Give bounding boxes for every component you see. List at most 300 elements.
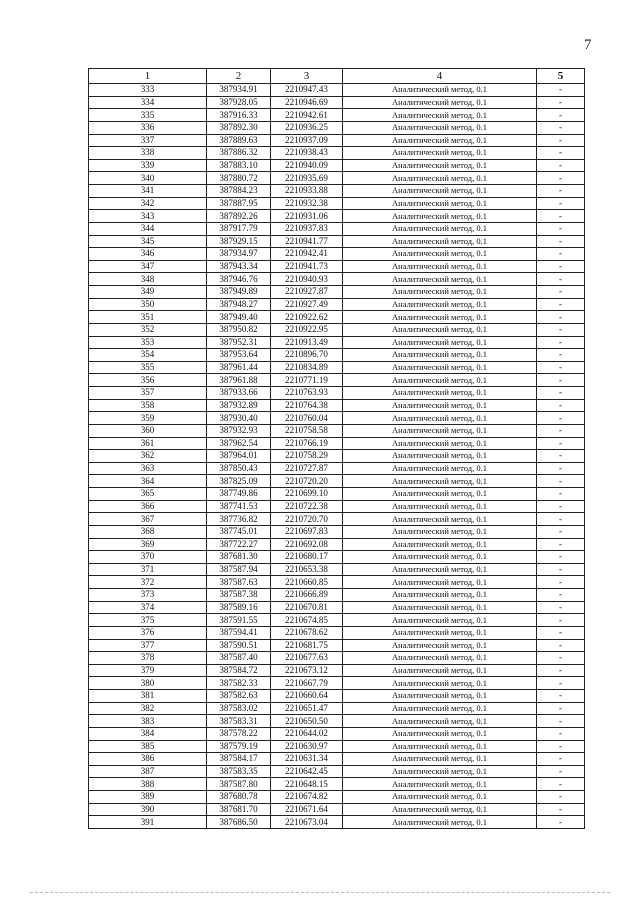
cell-method: Аналитический метод, 0.1 (343, 778, 537, 791)
cell-description: - (537, 475, 585, 488)
cell-method: Аналитический метод, 0.1 (343, 121, 537, 134)
cell-description: - (537, 589, 585, 602)
cell-point: 388 (89, 778, 207, 791)
cell-method: Аналитический метод, 0.1 (343, 803, 537, 816)
cell-method: Аналитический метод, 0.1 (343, 311, 537, 324)
cell-method: Аналитический метод, 0.1 (343, 513, 537, 526)
cell-method: Аналитический метод, 0.1 (343, 791, 537, 804)
cell-point: 370 (89, 551, 207, 564)
cell-description: - (537, 222, 585, 235)
cell-x: 387934.91 (207, 84, 271, 97)
cell-method: Аналитический метод, 0.1 (343, 715, 537, 728)
table-row (89, 677, 585, 690)
cell-x: 387953.64 (207, 349, 271, 362)
cell-y: 2210678.62 (271, 626, 343, 639)
cell-y: 2210932.38 (271, 197, 343, 210)
cell-point: 376 (89, 626, 207, 639)
cell-point: 334 (89, 96, 207, 109)
cell-method: Аналитический метод, 0.1 (343, 677, 537, 690)
cell-description: - (537, 121, 585, 134)
cell-y: 2210942.61 (271, 109, 343, 122)
table-row (89, 412, 585, 425)
cell-method: Аналитический метод, 0.1 (343, 109, 537, 122)
cell-point: 341 (89, 185, 207, 198)
cell-description: - (537, 677, 585, 690)
cell-x: 387916.33 (207, 109, 271, 122)
table-row (89, 525, 585, 538)
cell-method: Аналитический метод, 0.1 (343, 664, 537, 677)
cell-description: - (537, 727, 585, 740)
cell-method: Аналитический метод, 0.1 (343, 727, 537, 740)
cell-point: 363 (89, 462, 207, 475)
table-row (89, 563, 585, 576)
cell-method: Аналитический метод, 0.1 (343, 387, 537, 400)
cell-y: 2210946.69 (271, 96, 343, 109)
cell-method: Аналитический метод, 0.1 (343, 525, 537, 538)
cell-y: 2210677.63 (271, 652, 343, 665)
cell-description: - (537, 260, 585, 273)
cell-description: - (537, 298, 585, 311)
table-row (89, 803, 585, 816)
cell-point: 365 (89, 488, 207, 501)
cell-description: - (537, 323, 585, 336)
cell-description: - (537, 513, 585, 526)
cell-x: 387583.02 (207, 702, 271, 715)
cell-description: - (537, 311, 585, 324)
cell-y: 2210648.15 (271, 778, 343, 791)
table-header-row (89, 69, 585, 84)
table-row (89, 197, 585, 210)
cell-x: 387681.30 (207, 551, 271, 564)
cell-y: 2210941.77 (271, 235, 343, 248)
cell-point: 335 (89, 109, 207, 122)
cell-x: 387961.88 (207, 374, 271, 387)
cell-description: - (537, 702, 585, 715)
cell-method: Аналитический метод, 0.1 (343, 816, 537, 829)
cell-description: - (537, 172, 585, 185)
cell-x: 387930.40 (207, 412, 271, 425)
table-body (89, 84, 585, 829)
table-row (89, 134, 585, 147)
cell-method: Аналитический метод, 0.1 (343, 614, 537, 627)
cell-y: 2210674.85 (271, 614, 343, 627)
footer-rule (30, 892, 610, 893)
table-row (89, 576, 585, 589)
cell-point: 357 (89, 387, 207, 400)
cell-method: Аналитический метод, 0.1 (343, 538, 537, 551)
cell-x: 387583.35 (207, 765, 271, 778)
table-row (89, 690, 585, 703)
table-row (89, 298, 585, 311)
cell-y: 2210681.75 (271, 639, 343, 652)
cell-x: 387949.89 (207, 286, 271, 299)
cell-x: 387749.86 (207, 488, 271, 501)
cell-y: 2210720.20 (271, 475, 343, 488)
cell-point: 381 (89, 690, 207, 703)
cell-x: 387948.27 (207, 298, 271, 311)
cell-x: 387722.27 (207, 538, 271, 551)
cell-y: 2210913.49 (271, 336, 343, 349)
cell-x: 387736.82 (207, 513, 271, 526)
cell-point: 342 (89, 197, 207, 210)
cell-description: - (537, 778, 585, 791)
cell-description: - (537, 286, 585, 299)
cell-method: Аналитический метод, 0.1 (343, 134, 537, 147)
cell-x: 387587.80 (207, 778, 271, 791)
cell-y: 2210660.85 (271, 576, 343, 589)
cell-method: Аналитический метод, 0.1 (343, 740, 537, 753)
cell-description: - (537, 424, 585, 437)
cell-point: 367 (89, 513, 207, 526)
table-row (89, 753, 585, 766)
cell-description: - (537, 185, 585, 198)
cell-y: 2210758.29 (271, 450, 343, 463)
cell-y: 2210940.93 (271, 273, 343, 286)
cell-y: 2210642.45 (271, 765, 343, 778)
table-row (89, 538, 585, 551)
cell-method: Аналитический метод, 0.1 (343, 626, 537, 639)
cell-point: 333 (89, 84, 207, 97)
cell-point: 354 (89, 349, 207, 362)
table-row (89, 84, 585, 97)
cell-method: Аналитический метод, 0.1 (343, 753, 537, 766)
cell-point: 369 (89, 538, 207, 551)
table-row (89, 702, 585, 715)
cell-point: 386 (89, 753, 207, 766)
cell-x: 387741.53 (207, 500, 271, 513)
cell-point: 355 (89, 361, 207, 374)
table-row (89, 450, 585, 463)
cell-point: 366 (89, 500, 207, 513)
cell-description: - (537, 235, 585, 248)
cell-method: Аналитический метод, 0.1 (343, 84, 537, 97)
table-row (89, 652, 585, 665)
table-row (89, 462, 585, 475)
table-row (89, 147, 585, 160)
cell-description: - (537, 614, 585, 627)
cell-y: 2210937.09 (271, 134, 343, 147)
table-row (89, 791, 585, 804)
cell-y: 2210699.10 (271, 488, 343, 501)
cell-x: 387587.94 (207, 563, 271, 576)
table-row (89, 513, 585, 526)
cell-point: 345 (89, 235, 207, 248)
cell-description: - (537, 488, 585, 501)
cell-description: - (537, 412, 585, 425)
page-number: 7 (584, 37, 592, 53)
cell-point: 368 (89, 525, 207, 538)
cell-point: 339 (89, 159, 207, 172)
cell-description: - (537, 652, 585, 665)
cell-y: 2210922.95 (271, 323, 343, 336)
cell-y: 2210935.69 (271, 172, 343, 185)
table-row (89, 210, 585, 223)
cell-method: Аналитический метод, 0.1 (343, 412, 537, 425)
cell-y: 2210630.97 (271, 740, 343, 753)
cell-point: 337 (89, 134, 207, 147)
cell-method: Аналитический метод, 0.1 (343, 349, 537, 362)
cell-description: - (537, 159, 585, 172)
cell-method: Аналитический метод, 0.1 (343, 197, 537, 210)
cell-description: - (537, 639, 585, 652)
cell-point: 372 (89, 576, 207, 589)
table-row (89, 399, 585, 412)
cell-method: Аналитический метод, 0.1 (343, 424, 537, 437)
cell-y: 2210896.70 (271, 349, 343, 362)
cell-method: Аналитический метод, 0.1 (343, 652, 537, 665)
cell-method: Аналитический метод, 0.1 (343, 601, 537, 614)
cell-point: 373 (89, 589, 207, 602)
cell-method: Аналитический метод, 0.1 (343, 639, 537, 652)
cell-description: - (537, 626, 585, 639)
cell-description: - (537, 399, 585, 412)
table-row (89, 172, 585, 185)
cell-x: 387952.31 (207, 336, 271, 349)
cell-x: 387880.72 (207, 172, 271, 185)
cell-point: 391 (89, 816, 207, 829)
cell-x: 387587.63 (207, 576, 271, 589)
cell-x: 387582.33 (207, 677, 271, 690)
cell-point: 351 (89, 311, 207, 324)
cell-description: - (537, 690, 585, 703)
cell-point: 380 (89, 677, 207, 690)
coordinates-table (88, 68, 585, 829)
cell-y: 2210644.02 (271, 727, 343, 740)
cell-x: 387686.50 (207, 816, 271, 829)
cell-description: - (537, 450, 585, 463)
cell-method: Аналитический метод, 0.1 (343, 475, 537, 488)
cell-point: 343 (89, 210, 207, 223)
cell-method: Аналитический метод, 0.1 (343, 222, 537, 235)
cell-x: 387932.89 (207, 399, 271, 412)
cell-point: 353 (89, 336, 207, 349)
table-row (89, 159, 585, 172)
cell-y: 2210631.34 (271, 753, 343, 766)
table-row (89, 424, 585, 437)
cell-point: 390 (89, 803, 207, 816)
cell-x: 387825.09 (207, 475, 271, 488)
cell-x: 387587.40 (207, 652, 271, 665)
cell-y: 2210941.73 (271, 260, 343, 273)
table-row (89, 626, 585, 639)
cell-x: 387946.76 (207, 273, 271, 286)
cell-y: 2210680.17 (271, 551, 343, 564)
cell-x: 387886.32 (207, 147, 271, 160)
cell-point: 340 (89, 172, 207, 185)
cell-description: - (537, 803, 585, 816)
cell-x: 387590.51 (207, 639, 271, 652)
table-row (89, 488, 585, 501)
cell-x: 387892.26 (207, 210, 271, 223)
cell-method: Аналитический метод, 0.1 (343, 437, 537, 450)
table-row (89, 311, 585, 324)
cell-method: Аналитический метод, 0.1 (343, 462, 537, 475)
cell-description: - (537, 753, 585, 766)
cell-method: Аналитический метод, 0.1 (343, 500, 537, 513)
cell-y: 2210660.64 (271, 690, 343, 703)
cell-description: - (537, 147, 585, 160)
cell-point: 389 (89, 791, 207, 804)
table-row (89, 765, 585, 778)
cell-y: 2210922.62 (271, 311, 343, 324)
cell-point: 344 (89, 222, 207, 235)
header-cell-y: 3 (271, 69, 343, 84)
cell-x: 387884.23 (207, 185, 271, 198)
cell-method: Аналитический метод, 0.1 (343, 235, 537, 248)
cell-x: 387889.63 (207, 134, 271, 147)
table-row (89, 601, 585, 614)
cell-point: 385 (89, 740, 207, 753)
cell-x: 387887.95 (207, 197, 271, 210)
header-cell-point: 1 (89, 69, 207, 84)
cell-x: 387578.22 (207, 727, 271, 740)
cell-y: 2210947.43 (271, 84, 343, 97)
cell-y: 2210692.08 (271, 538, 343, 551)
cell-point: 364 (89, 475, 207, 488)
cell-point: 383 (89, 715, 207, 728)
cell-x: 387943.34 (207, 260, 271, 273)
table-row (89, 222, 585, 235)
table-row (89, 273, 585, 286)
cell-point: 382 (89, 702, 207, 715)
cell-description: - (537, 197, 585, 210)
cell-y: 2210673.04 (271, 816, 343, 829)
cell-point: 356 (89, 374, 207, 387)
cell-description: - (537, 248, 585, 261)
cell-description: - (537, 96, 585, 109)
cell-point: 374 (89, 601, 207, 614)
cell-point: 384 (89, 727, 207, 740)
cell-description: - (537, 601, 585, 614)
cell-x: 387582.63 (207, 690, 271, 703)
table-row (89, 715, 585, 728)
cell-method: Аналитический метод, 0.1 (343, 286, 537, 299)
cell-method: Аналитический метод, 0.1 (343, 298, 537, 311)
cell-y: 2210931.06 (271, 210, 343, 223)
cell-method: Аналитический метод, 0.1 (343, 273, 537, 286)
table-row (89, 727, 585, 740)
cell-description: - (537, 109, 585, 122)
cell-y: 2210763.93 (271, 387, 343, 400)
cell-method: Аналитический метод, 0.1 (343, 488, 537, 501)
table-row (89, 323, 585, 336)
cell-x: 387583.31 (207, 715, 271, 728)
cell-method: Аналитический метод, 0.1 (343, 185, 537, 198)
table-row (89, 349, 585, 362)
cell-x: 387962.54 (207, 437, 271, 450)
cell-point: 347 (89, 260, 207, 273)
cell-method: Аналитический метод, 0.1 (343, 690, 537, 703)
cell-method: Аналитический метод, 0.1 (343, 576, 537, 589)
cell-description: - (537, 715, 585, 728)
cell-y: 2210650.50 (271, 715, 343, 728)
cell-point: 379 (89, 664, 207, 677)
cell-y: 2210670.81 (271, 601, 343, 614)
cell-y: 2210937.83 (271, 222, 343, 235)
cell-description: - (537, 361, 585, 374)
cell-description: - (537, 765, 585, 778)
cell-method: Аналитический метод, 0.1 (343, 399, 537, 412)
table-row (89, 639, 585, 652)
cell-method: Аналитический метод, 0.1 (343, 702, 537, 715)
cell-method: Аналитический метод, 0.1 (343, 172, 537, 185)
cell-y: 2210936.25 (271, 121, 343, 134)
table-row (89, 437, 585, 450)
cell-x: 387892.30 (207, 121, 271, 134)
header-cell-method: 4 (343, 69, 537, 84)
cell-x: 387934.97 (207, 248, 271, 261)
cell-y: 2210834.89 (271, 361, 343, 374)
cell-method: Аналитический метод, 0.1 (343, 563, 537, 576)
cell-description: - (537, 134, 585, 147)
table-row (89, 235, 585, 248)
cell-point: 346 (89, 248, 207, 261)
table-row (89, 589, 585, 602)
cell-point: 377 (89, 639, 207, 652)
cell-y: 2210940.09 (271, 159, 343, 172)
cell-x: 387594.41 (207, 626, 271, 639)
cell-point: 336 (89, 121, 207, 134)
cell-y: 2210766.19 (271, 437, 343, 450)
cell-method: Аналитический метод, 0.1 (343, 260, 537, 273)
cell-point: 352 (89, 323, 207, 336)
cell-method: Аналитический метод, 0.1 (343, 248, 537, 261)
table-row (89, 664, 585, 677)
table-row (89, 361, 585, 374)
cell-x: 387584.72 (207, 664, 271, 677)
cell-point: 361 (89, 437, 207, 450)
cell-description: - (537, 740, 585, 753)
cell-description: - (537, 576, 585, 589)
cell-description: - (537, 538, 585, 551)
cell-y: 2210760.04 (271, 412, 343, 425)
header-cell-x: 2 (207, 69, 271, 84)
cell-method: Аналитический метод, 0.1 (343, 323, 537, 336)
cell-y: 2210927.87 (271, 286, 343, 299)
cell-point: 338 (89, 147, 207, 160)
cell-y: 2210927.49 (271, 298, 343, 311)
table-row (89, 614, 585, 627)
cell-x: 387932.93 (207, 424, 271, 437)
cell-x: 387933.66 (207, 387, 271, 400)
table-row (89, 185, 585, 198)
cell-x: 387579.19 (207, 740, 271, 753)
cell-method: Аналитический метод, 0.1 (343, 551, 537, 564)
cell-description: - (537, 387, 585, 400)
cell-point: 387 (89, 765, 207, 778)
table-row (89, 96, 585, 109)
cell-y: 2210697.83 (271, 525, 343, 538)
table-row (89, 374, 585, 387)
cell-y: 2210942.41 (271, 248, 343, 261)
cell-method: Аналитический метод, 0.1 (343, 159, 537, 172)
cell-description: - (537, 791, 585, 804)
table-row (89, 248, 585, 261)
cell-description: - (537, 349, 585, 362)
table-row (89, 121, 585, 134)
cell-y: 2210651.47 (271, 702, 343, 715)
cell-description: - (537, 816, 585, 829)
cell-method: Аналитический метод, 0.1 (343, 361, 537, 374)
cell-x: 387680.78 (207, 791, 271, 804)
cell-y: 2210727.87 (271, 462, 343, 475)
table-row (89, 500, 585, 513)
cell-x: 387949.40 (207, 311, 271, 324)
table-row (89, 778, 585, 791)
cell-point: 360 (89, 424, 207, 437)
cell-method: Аналитический метод, 0.1 (343, 96, 537, 109)
cell-method: Аналитический метод, 0.1 (343, 765, 537, 778)
